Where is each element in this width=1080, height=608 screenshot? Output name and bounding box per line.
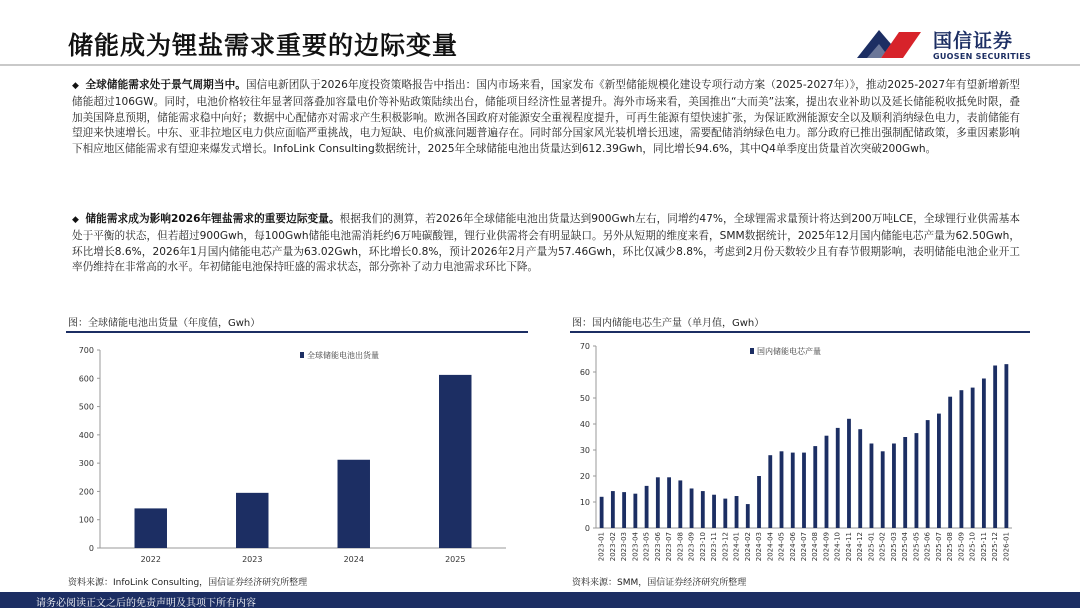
x-tick-label: 2025-05 <box>912 532 921 562</box>
bar <box>858 429 862 528</box>
bar <box>982 379 986 529</box>
bar <box>690 488 694 528</box>
bar <box>892 444 896 529</box>
x-tick-label: 2024-07 <box>800 532 808 562</box>
bar <box>723 499 727 528</box>
paragraph-energy-storage-demand <box>72 78 1020 158</box>
footer-bar <box>0 592 1080 608</box>
bar <box>645 486 649 528</box>
y-tick-label: 500 <box>78 402 94 412</box>
bar <box>611 491 615 528</box>
x-tick-label: 2023-01 <box>597 532 606 562</box>
x-tick-label: 2024-11 <box>844 532 853 562</box>
x-tick-label: 2023-08 <box>676 532 685 562</box>
x-tick-label: 2025-03 <box>889 532 898 562</box>
x-tick-label: 2025-08 <box>946 532 955 562</box>
y-tick-label: 70 <box>579 342 590 351</box>
bar <box>971 388 975 528</box>
bar <box>948 397 952 528</box>
legend-swatch <box>750 348 754 354</box>
x-tick-label: 2025-02 <box>878 532 887 562</box>
y-tick-label: 10 <box>579 498 590 507</box>
x-tick-label: 2025-04 <box>901 532 910 562</box>
y-tick-label: 200 <box>78 487 94 497</box>
x-tick-label: 2025-11 <box>979 532 988 562</box>
legend-label: 全球储能电池出货量 <box>307 351 379 360</box>
bar <box>678 480 682 528</box>
bar <box>439 375 471 548</box>
left-caption-underline <box>66 331 528 333</box>
legend-swatch <box>300 352 304 358</box>
x-tick-label: 2025-12 <box>991 532 1000 562</box>
right-chart-caption: 图：国内储能电芯生产量（单月值，Gwh） <box>572 318 765 329</box>
x-tick-label: 2023-10 <box>698 532 707 562</box>
x-tick-label: 2023-09 <box>687 532 696 562</box>
x-tick-label: 2023-02 <box>608 532 617 562</box>
bar <box>959 390 963 528</box>
y-tick-label: 600 <box>78 374 94 384</box>
right-caption-underline <box>570 331 1030 333</box>
x-tick-label: 2023-12 <box>721 532 730 562</box>
x-tick-label: 2024 <box>343 555 364 564</box>
bar <box>712 495 716 528</box>
bar <box>802 453 806 528</box>
y-tick-label: 30 <box>579 446 590 455</box>
bar <box>993 366 997 529</box>
diamond-bullet-icon: ◆ <box>72 215 79 225</box>
right-chart-source: 资料来源：SMM，国信证券经济研究所整理 <box>572 578 747 588</box>
bar <box>791 453 795 528</box>
x-tick-label: 2023-07 <box>665 532 674 562</box>
paragraph-lead: 全球储能需求处于景气周期当中。 <box>85 79 246 91</box>
left-chart-source: 资料来源：InfoLink Consulting，国信证券经济研究所整理 <box>68 578 308 588</box>
y-tick-label: 400 <box>78 430 94 440</box>
y-tick-label: 60 <box>579 368 590 377</box>
guosen-logo-icon <box>855 24 927 64</box>
left-bar-chart <box>66 338 528 570</box>
y-tick-label: 50 <box>579 394 590 403</box>
page-title: 储能成为锂盐需求重要的边际变量 <box>68 31 459 60</box>
bar <box>926 420 930 528</box>
x-tick-label: 2023-03 <box>620 532 629 562</box>
y-tick-label: 100 <box>78 515 94 525</box>
x-tick-label: 2024-01 <box>732 532 741 562</box>
bar <box>847 419 851 528</box>
bar <box>881 451 885 528</box>
bar <box>735 496 739 528</box>
bar <box>633 494 637 528</box>
y-tick-label: 0 <box>88 544 94 553</box>
bar <box>622 492 626 528</box>
x-tick-label: 2024-08 <box>811 532 820 562</box>
bar <box>836 428 840 528</box>
paragraph-body: 根据我们的测算，若2026年全球储能电池出货量达到900Gwh左右，同增约47%，全球锂需求量预计将达到200万吨LCE，全球锂行业供需基本处于平衡的状态，但若超过900Gwh，每100Gwh储能电池需消耗约6万吨碳酸锂，锂行业供需将会有明显缺口。另外从短期的维度来看，SMM数据统计，2025年12月国内储能电芯产量为62.50Gwh，环比增长8.6%，2026年1月国内储能电芯产量为63.02Gwh，环比增长0.8%，预计2026年2月产量为57.46Gwh，环比仅减少8.8%，考虑到2月份天数较少且有春节假期影响，表明储能电池企业开工率仍维持在非常高的水平。年初储能电池保持旺盛的需求状态，部分弥补了动力电池需求环比下降。 <box>72 213 1020 274</box>
bar <box>768 455 772 528</box>
x-tick-label: 2025 <box>445 555 466 564</box>
bar <box>757 476 761 528</box>
paragraph-lithium-demand <box>72 212 1020 276</box>
x-tick-label: 2023-11 <box>710 532 719 562</box>
diamond-bullet-icon: ◆ <box>72 81 79 91</box>
x-tick-label: 2025-09 <box>957 532 966 562</box>
bar <box>813 446 817 528</box>
x-tick-label: 2025-01 <box>867 532 876 562</box>
x-tick-label: 2025-10 <box>968 532 977 562</box>
x-tick-label: 2024-10 <box>833 532 842 562</box>
bar <box>780 451 784 528</box>
bar <box>746 504 750 528</box>
x-tick-label: 2023 <box>242 555 263 564</box>
y-tick-label: 20 <box>579 472 590 481</box>
bar <box>600 497 604 528</box>
x-tick-label: 2024-12 <box>856 532 865 562</box>
logo-text-en: GUOSEN SECURITIES <box>933 52 1032 61</box>
bar <box>656 477 660 528</box>
bar <box>701 491 705 528</box>
paragraph-body: 国信电新团队于2026年度投资策略报告中指出：国内市场来看，国家发布《新型储能规模化建设专项行动方案（2025-2027年）》，推动2025-2027年有望新增新型储能超过106GW。同时，电池价格较往年显著回落叠加容量电价等补贴政策陆续出台，储能项目经济性显著提升。海外市场来看，美国推出“大而美”法案，提出农业补助以及延长储能税收抵免时限，叠加美国降息预期，储能需求稳中向好；数据中心配储亦对需求产生积极影响。欧洲各国政府对能源安全重视程度提升，可再生能源有望快速扩张，为保证欧洲能源安全以及顺利消纳绿色电力，表前储能有望迎来快速增长。中东、亚非拉地区电力供应面临严重挑战，电力短缺、电价疯涨问题普遍存在。同时部分国家风光装机增长迅速，需要配储消纳绿色电力。部分政府已推出强制配储政策，多重因素影响下相应地区储能需求有望迎来爆发式增长。InfoLink Consulting数据统计，2025年全球储能电池出货量达到612.39Gwh，同比增长94.6%，其中Q4单季度出货量首次突破200Gwh。 <box>72 79 1021 156</box>
header-divider <box>0 64 1080 66</box>
left-chart-caption: 图：全球储能电池出货量（年度值，Gwh） <box>68 318 261 329</box>
bar <box>825 436 829 528</box>
x-tick-label: 2023-06 <box>653 532 662 562</box>
y-tick-label: 0 <box>584 524 590 533</box>
bar <box>135 508 167 548</box>
footer-disclaimer: 请务必阅读正文之后的免责声明及其项下所有内容 <box>36 598 256 608</box>
logo-text-cn: 国信证券 <box>933 30 1014 52</box>
x-tick-label: 2024-02 <box>743 532 752 562</box>
x-tick-label: 2025-07 <box>934 532 943 562</box>
legend-label: 国内储能电芯产量 <box>757 347 821 356</box>
y-tick-label: 700 <box>78 346 94 355</box>
x-tick-label: 2024-09 <box>822 532 831 562</box>
x-tick-label: 2024-06 <box>788 532 797 562</box>
bar <box>870 444 874 529</box>
bar <box>937 414 941 528</box>
x-tick-label: 2022 <box>140 555 161 564</box>
x-tick-label: 2024-05 <box>777 532 786 562</box>
right-bar-chart <box>570 338 1030 570</box>
bar <box>338 460 370 548</box>
x-tick-label: 2023-05 <box>642 532 651 562</box>
bar <box>236 493 268 548</box>
x-tick-label: 2025-06 <box>923 532 932 562</box>
bar <box>667 477 671 528</box>
x-tick-label: 2024-04 <box>766 532 775 562</box>
x-tick-label: 2026-01 <box>1002 532 1011 562</box>
bar <box>1004 364 1008 528</box>
guosen-logo <box>855 24 1055 64</box>
bar <box>915 433 919 528</box>
paragraph-lead: 储能需求成为影响2026年锂盐需求的重要边际变量。 <box>85 213 340 225</box>
y-tick-label: 40 <box>579 420 590 429</box>
bar <box>903 437 907 528</box>
x-tick-label: 2023-04 <box>631 532 640 562</box>
slide-header <box>0 0 1080 72</box>
x-tick-label: 2024-03 <box>755 532 764 562</box>
y-tick-label: 300 <box>78 459 94 469</box>
